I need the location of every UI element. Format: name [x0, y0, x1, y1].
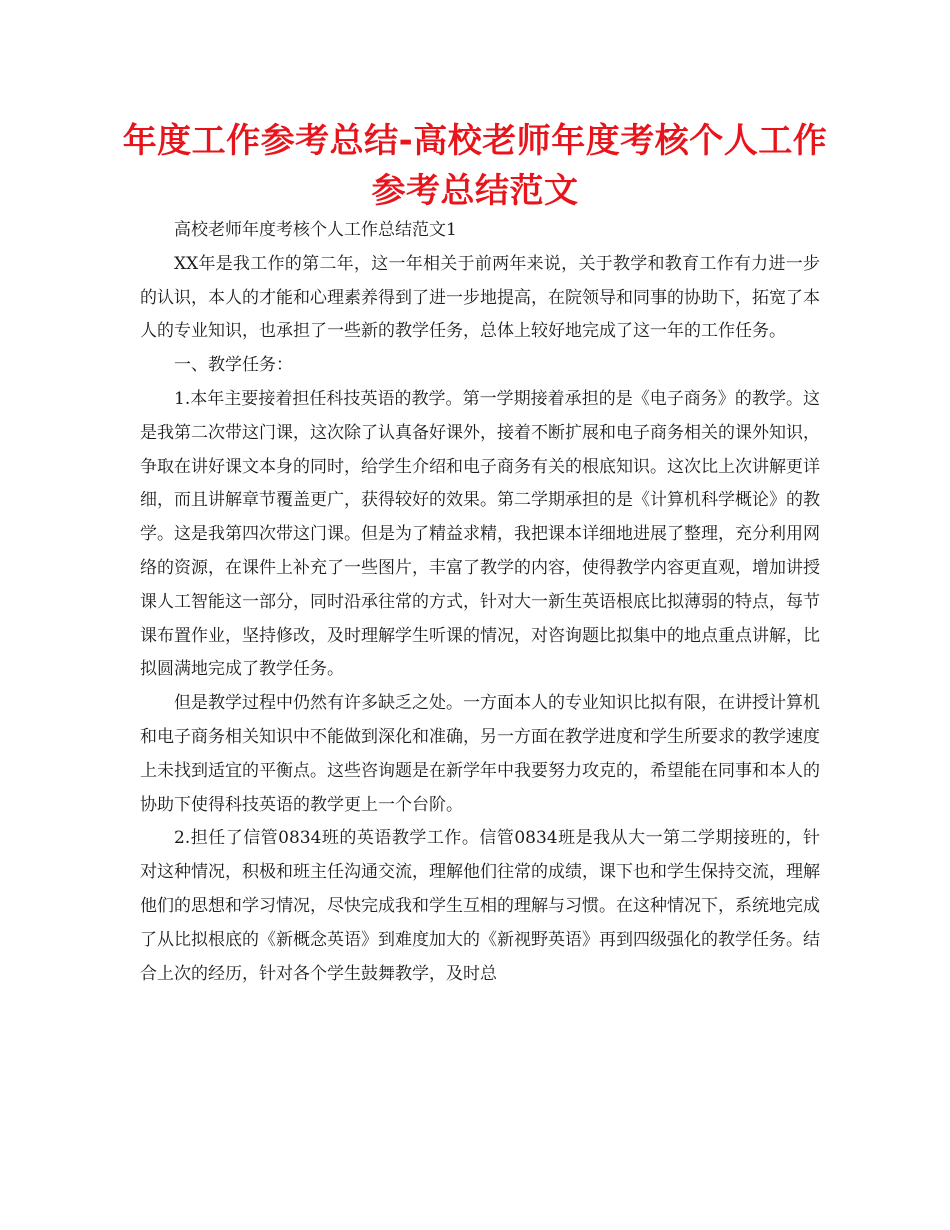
- document-body: [140, 214, 820, 991]
- paragraph: 2.担任了信管0834班的英语教学工作。信管0834班是我从大一第二学期接班的，针对这种情况，积极和班主任沟通交流，理解他们往常的成绩，课下也和学生保持交流，理解他们的思想和学习情况，尽快完成我和学生互相的理解与习惯。在这种情况下，系统地完成了从比拟根底的《新概念英语》到难度加大的《新视野英语》再到四级强化的教学任务。结合上次的经历，针对各个学生鼓舞教学，及时总: [140, 828, 820, 984]
- document-title: 年度工作参考总结-高校老师年度考核个人工作参考总结范文: [122, 121, 828, 211]
- section-heading: 高校老师年度考核个人工作总结范文1: [174, 220, 457, 240]
- paragraph: 1.本年主要接着担任科技英语的教学。第一学期接着承担的是《电子商务》的教学。这是我第二次带这门课，这次除了认真备好课外，接着不断扩展和电子商务相关的课外知识，争取在讲好课文本身的同时，给学生介绍和电子商务有关的根底知识。这次比上次讲解更详细，而且讲解章节覆盖更广，获得较好的效果。第二学期承担的是《计算机科学概论》的教学。这是我第四次带这门课。但是为了精益求精，我把课本详细地进展了整理，充分利用网络的资源，在课件上补充了一些图片，丰富了教学的内容，使得教学内容更直观，增加讲授课人工智能这一部分，同时沿承往常的方式，针对大一新生英语根底比拟薄弱的特点，每节课布置作业，坚持修改，及时理解学生听课的情况，对咨询题比拟集中的地点重点讲解，比拟圆满地完成了教学任务。: [140, 388, 820, 680]
- section-heading: 一、教学任务：: [174, 355, 293, 376]
- paragraph: 但是教学过程中仍然有许多缺乏之处。一方面本人的专业知识比拟有限，在讲授计算机和电子商务相关知识中不能做到深化和准确，另一方面在教学进度和学生所要求的教学速度上未找到适宜的平衡点。这些咨询题是在新学年中我要努力攻克的，希望能在同事和本人的协助下使得科技英语的教学更上一个台阶。: [140, 693, 820, 815]
- paragraph: XX年是我工作的第二年，这一年相关于前两年来说，关于教学和教育工作有力进一步的认识，本人的才能和心理素养得到了进一步地提高，在院领导和同事的协助下，拓宽了本人的专业知识，也承担了一些新的教学任务，总体上较好地完成了这一年的工作任务。: [140, 253, 820, 342]
